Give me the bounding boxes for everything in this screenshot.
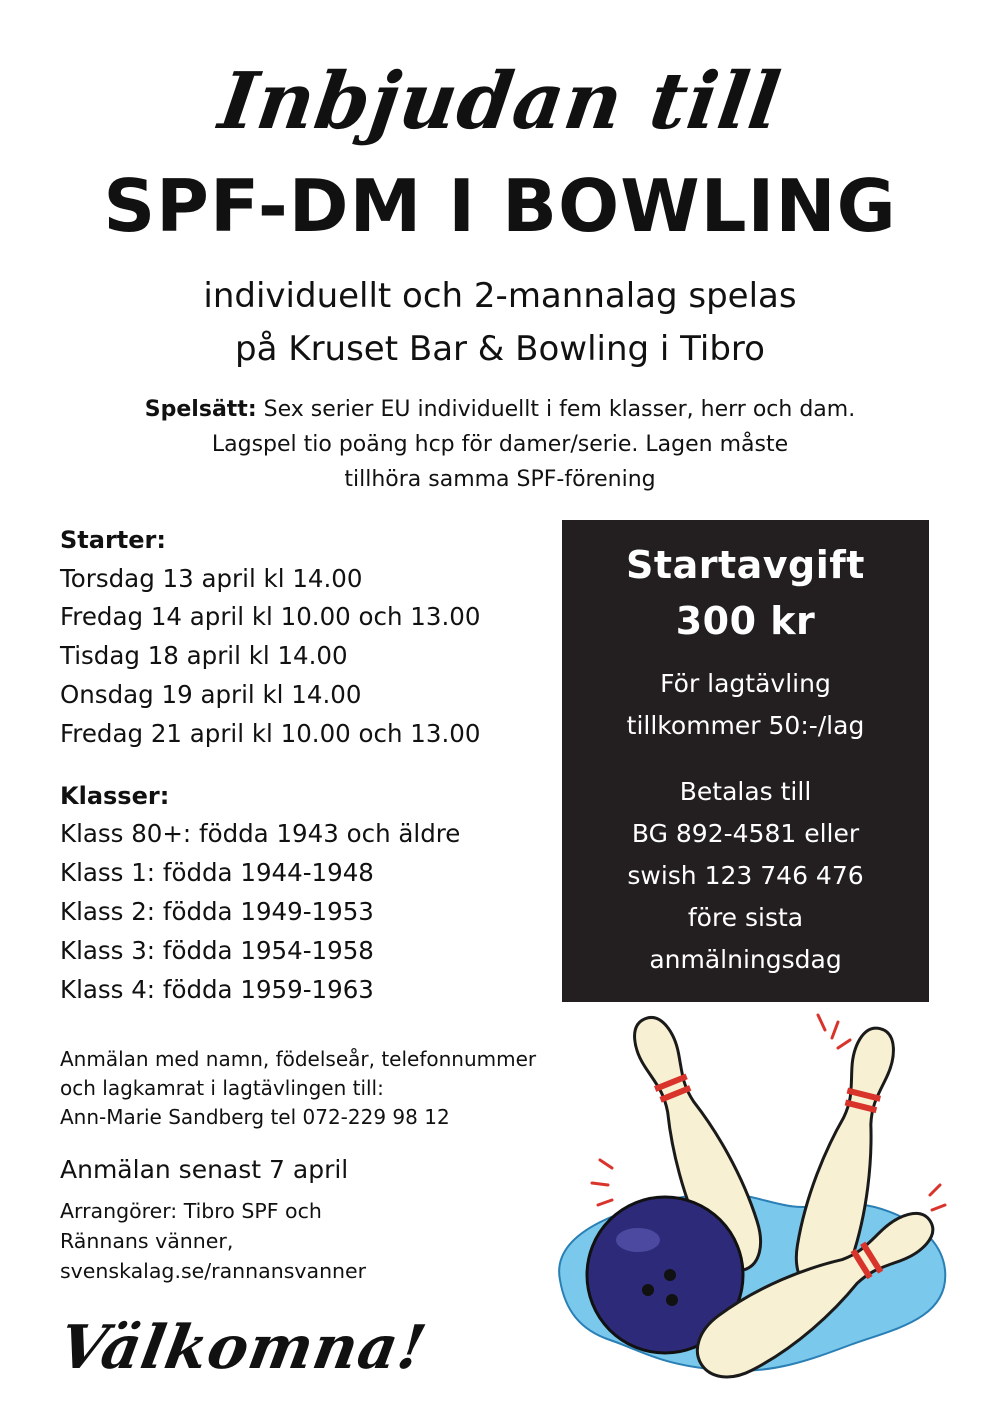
registration-line-2: och lagkamrat i lagtävlingen till: xyxy=(60,1076,384,1100)
fee-pay-line-4: före sista xyxy=(687,903,804,932)
fee-amount: 300 kr xyxy=(675,599,816,643)
class-item: Klass 3: födda 1954-1958 xyxy=(60,936,374,965)
rules-line-3: tillhöra samma SPF-förening xyxy=(344,467,656,492)
classes-heading: Klasser: xyxy=(60,782,170,810)
fee-pay-line-3: swish 123 746 476 xyxy=(627,861,864,890)
bowling-pins-and-ball-icon xyxy=(520,1000,960,1404)
starts-heading: Starter: xyxy=(60,526,166,554)
fee-team-line-1: För lagtävling xyxy=(660,669,831,698)
class-item: Klass 1: födda 1944-1948 xyxy=(60,858,374,887)
welcome-text: Välkomna! xyxy=(53,1313,432,1383)
start-item: Tisdag 18 april kl 14.00 xyxy=(60,641,348,670)
event-title: SPF-DM I BOWLING xyxy=(103,164,897,248)
start-item: Torsdag 13 april kl 14.00 xyxy=(60,564,363,593)
entry-fee-box xyxy=(562,520,929,1002)
registration-contact: Ann-Marie Sandberg tel 072-229 98 12 xyxy=(60,1105,450,1129)
subtitle-line-1: individuellt och 2-mannalag spelas xyxy=(203,276,797,316)
rules-text: Sex serier EU individuellt i fem klasser, herr och dam. xyxy=(256,397,856,422)
fee-pay-line-5: anmälningsdag xyxy=(649,945,842,974)
class-item: Klass 4: födda 1959-1963 xyxy=(60,975,374,1004)
start-item: Fredag 21 april kl 10.00 och 13.00 xyxy=(60,719,481,748)
registration-line-1: Anmälan med namn, födelseår, telefonnummer xyxy=(60,1047,537,1071)
class-item: Klass 80+: födda 1943 och äldre xyxy=(60,819,461,848)
class-item: Klass 2: födda 1949-1953 xyxy=(60,897,374,926)
organizers-line-2: Rännans vänner, xyxy=(60,1229,234,1253)
fee-title: Startavgift xyxy=(626,543,865,587)
fee-pay-line-2: BG 892-4581 eller xyxy=(631,819,860,848)
subtitle-line-2: på Kruset Bar & Bowling i Tibro xyxy=(235,329,765,369)
organizers-line-1: Arrangörer: Tibro SPF och xyxy=(60,1199,322,1223)
start-item: Onsdag 19 april kl 14.00 xyxy=(60,680,362,709)
fee-team-line-2: tillkommer 50:-/lag xyxy=(626,711,865,740)
rules-label: Spelsätt: xyxy=(144,397,257,422)
rules-line-1 xyxy=(0,393,1000,427)
registration-deadline: Anmälan senast 7 april xyxy=(60,1155,349,1184)
start-item: Fredag 14 april kl 10.00 och 13.00 xyxy=(60,602,481,631)
invitation-script-heading: Inbjudan till xyxy=(213,56,787,147)
organizers-link[interactable]: svenskalag.se/rannansvanner xyxy=(60,1259,367,1283)
rules-line-2: Lagspel tio poäng hcp för damer/serie. Lagen måste xyxy=(211,432,789,457)
fee-pay-line-1: Betalas till xyxy=(679,777,812,806)
